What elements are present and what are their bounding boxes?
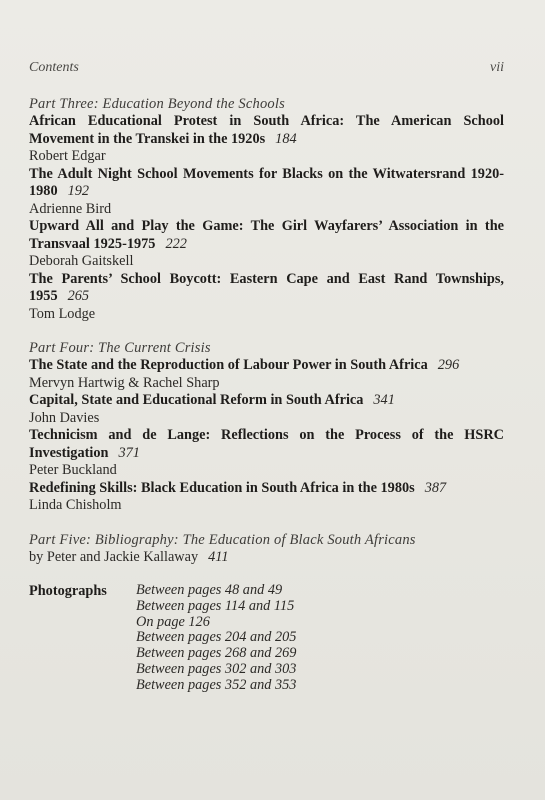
part-five-section [29,532,504,567]
entry-page: 341 [373,392,395,408]
toc-entry [29,113,504,166]
entry-title [29,271,504,306]
photograph-location: Between pages 352 and 353 [136,676,297,693]
entry-author: Tom Lodge [29,305,96,322]
entry-title-text: Technicism and de Lange: Reflections on the Process of the HSRC Investigation [29,427,504,461]
photograph-location: Between pages 302 and 303 [136,660,297,677]
page-number: vii [490,60,504,75]
entry-title-text: The State and the Reproduction of Labour Power in South Africa [29,357,428,373]
toc-entry [29,427,504,480]
part-five-title: Part Five: Bibliography: The Education of Black South Africans [29,531,416,548]
page-header [29,58,504,78]
toc-entry [29,271,504,324]
entry-page: 222 [165,235,187,252]
part-four-section [29,340,504,515]
entry-author: Peter Buckland [29,462,117,478]
running-head: Contents [29,60,79,75]
bibliography-byline [29,549,504,567]
photograph-location: Between pages 268 and 269 [136,645,297,662]
entry-page: 411 [208,548,229,565]
entry-page: 192 [67,183,90,199]
entry-title [29,392,504,410]
photograph-location: On page 126 [136,613,210,630]
part-three-section [29,96,504,323]
bibliography-authors: by Peter and Jackie Kallaway [29,548,199,565]
entry-author: John Davies [29,409,100,426]
entry-title-text: The Adult Night School Movements for Blacks on the Witwatersrand 1920-1980 [29,165,504,199]
toc-entry [29,392,504,427]
entry-page: 265 [67,288,90,304]
entry-author: Mervyn Hartwig & Rachel Sharp [29,374,220,391]
entry-author: Linda Chisholm [29,497,122,513]
toc-entry [29,166,504,219]
photograph-location: Between pages 204 and 205 [136,629,297,646]
entry-title [29,113,504,148]
entry-title-text: Upward All and Play the Game: The Girl Wayfarers’ Association in the Transvaal 1925-1975 [29,218,504,252]
entry-title [29,480,504,498]
entry-title [29,357,504,375]
entry-page: 184 [275,130,297,147]
entry-title [29,218,504,253]
entry-page: 387 [424,479,447,496]
toc-entry [29,218,504,271]
photograph-location: Between pages 114 and 115 [136,597,295,614]
toc-entry [29,357,504,392]
entry-title [29,427,504,462]
photographs-list [136,583,296,694]
entry-title [29,166,504,201]
entry-title-text: Redefining Skills: Black Education in South Africa in the 1980s [29,479,415,496]
entry-page: 371 [118,444,140,461]
entry-title-text: African Educational Protest in South Africa: The American School Movement in the Transkei in the 1920s [29,113,504,147]
photographs-label: Photographs [29,583,107,599]
toc-entry [29,480,504,515]
photographs-section [29,583,504,694]
entry-author: Robert Edgar [29,148,106,164]
entry-title-text: The Parents’ School Boycott: Eastern Cape and East Rand Townships, 1955 [29,270,504,304]
entry-author: Adrienne Bird [29,200,112,217]
entry-title-text: Capital, State and Educational Reform in South Africa [29,392,364,408]
part-three-title: Part Three: Education Beyond the Schools [29,96,285,112]
photograph-location: Between pages 48 and 49 [136,582,283,598]
part-four-title: Part Four: The Current Crisis [29,340,211,356]
entry-page: 296 [437,357,460,373]
entry-author: Deborah Gaitskell [29,253,134,269]
